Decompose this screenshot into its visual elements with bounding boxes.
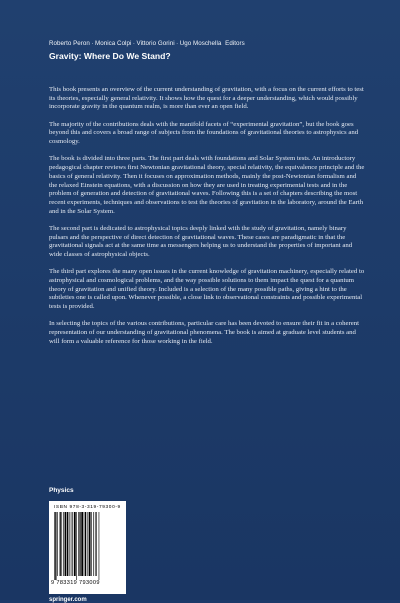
- subject-label: Physics: [49, 487, 74, 494]
- website-url: springer.com: [49, 597, 87, 603]
- blurb-paragraph: The book is divided into three parts. The first part deals with foundations and Solar System tests. An introductory pedagogical chapter reviews first Newtonian gravitational theory, special relativity, the equivalence principle and the basics of general relativity. Then it focuses on approximation methods, mainly the post-Newtonian formalism and the relaxed Einstein equations, with a discussion on how they are used in treating experimental tests and in the problem of generation and detection of gravitational waves. Following this is a set of chapters describing the most recent experiments, techniques and observations to test the theories of gravitation in the laboratory, around the Earth and in the Solar System.: [49, 155, 365, 215]
- cover-header: [49, 40, 379, 61]
- ean-digits: 9 783319 793009: [51, 580, 100, 586]
- blurb-paragraph: The second part is dedicated to astrophysical topics deeply linked with the study of gravitation, namely binary pulsars and the perspective of direct detection of gravitational waves. These cases are paradigmatic in that the gravitational signals act at the same time as messengers helping us to understand the properties of important and wide classes of astrophysical objects.: [49, 224, 353, 259]
- blurb: [49, 86, 365, 355]
- editors-line: Roberto Peron · Monica Colpi · Vittorio Gorini · Ugo Moschella Editors: [49, 40, 245, 47]
- book-title: Gravity: Where Do We Stand?: [49, 51, 171, 61]
- cover-footer: [49, 487, 169, 603]
- isbn-text: ISBN 978-3-319-79300-9: [54, 505, 121, 510]
- editor-name: Monica Colpi: [95, 40, 132, 47]
- barcode-box: [49, 501, 126, 594]
- blurb-paragraph: In selecting the topics of the various contributions, particular care has been devoted to ensure their fit in a coherent representation of our understanding of gravitational phenomena. The book is aimed at graduate level students and will form a valuable reference for those working in the field.: [49, 320, 360, 345]
- editor-name: Ugo Moschella: [179, 40, 222, 47]
- editor-name: Vittorio Gorini: [136, 40, 175, 47]
- blurb-paragraph: The third part explores the many open issues in the current knowledge of gravitation machinery, especially related to astrophysical and cosmological problems, and the way possible solutions to them impact the quest for a quantum theory of gravitation and unified theory. Included is a selection of the many possible paths, giving a hint to the subtleties one is called upon. Whenever possible, a close link to observational constraints and possible experimental tests is provided.: [49, 268, 365, 311]
- editors-role: Editors: [225, 40, 245, 47]
- editor-name: Roberto Peron: [49, 40, 90, 47]
- barcode-icon: [54, 512, 121, 580]
- blurb-paragraph: The majority of the contributions deals with the manifold facets of “experimental gravitation”, but the book goes beyond this and covers a broad range of subjects from the foundations of gravitational theories to astrophysics and cosmology.: [49, 120, 359, 146]
- blurb-paragraph: This book presents an overview of the current understanding of gravitation, with a focus on the current efforts to test its theories, especially general relativity. It shows how the quest for a deeper understanding, which would possibly incorporate gravity in the quantum realm, is more than ever an open field.: [49, 86, 364, 111]
